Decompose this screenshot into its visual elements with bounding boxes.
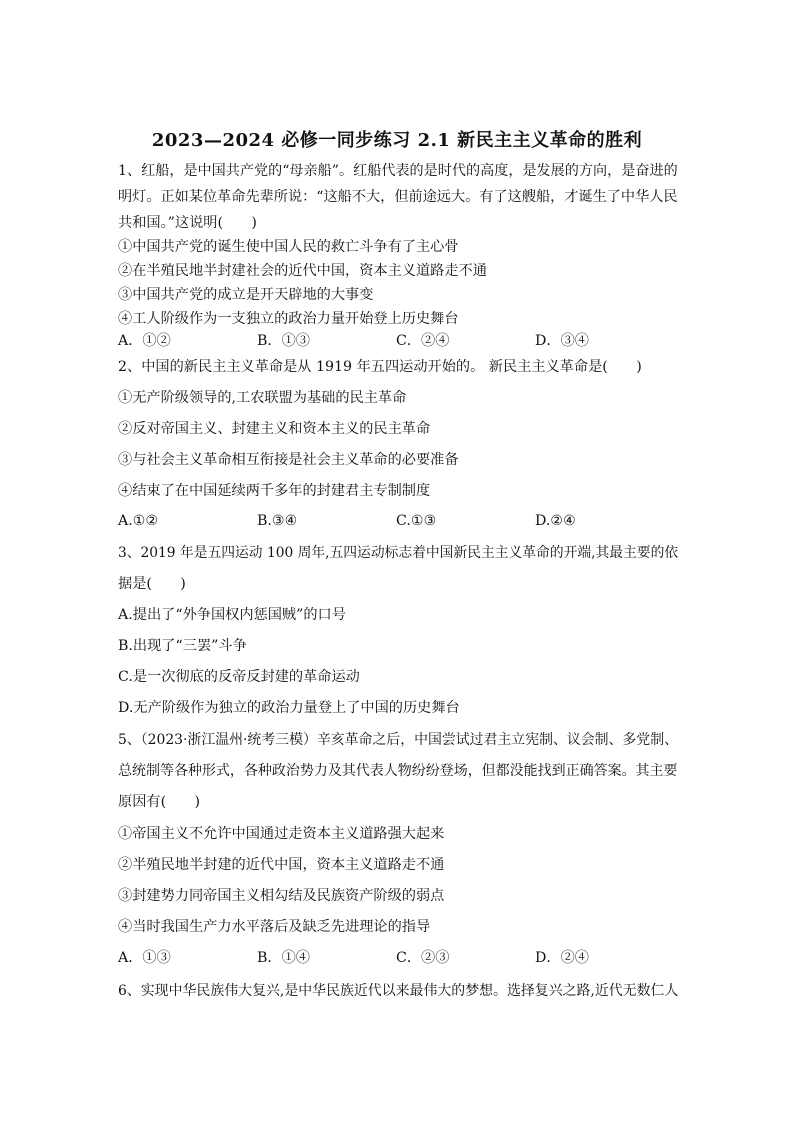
q6-stem-line: 6、实现中华民族伟大复兴,是中华民族近代以来最伟大的梦想。选择复兴之路,近代无数仁人 xyxy=(118,983,679,999)
q5-stem-line: 5、（2023·浙江温州·统考三模）辛亥革命之后，中国尝试过君主立宪制、议会制、多党制、 xyxy=(118,732,678,748)
q3-choice-a: A.提出了“外争国权内惩国贼”的口号 xyxy=(118,607,346,623)
q1-stem-line: 共和国。”这说明( ) xyxy=(118,215,257,231)
q3-stem-line: 据是( ) xyxy=(118,576,186,592)
q5-option-b: B．①④ xyxy=(257,950,310,966)
q1-statement: ①中国共产党的诞生使中国人民的救亡斗争有了主心骨 xyxy=(118,239,459,255)
q5-stem-line: 总统制等各种形式，各种政治势力及其代表人物纷纷登场，但都没能找到正确答案。其主要 xyxy=(118,763,678,779)
q1-statement: ②在半殖民地半封建社会的近代中国，资本主义道路走不通 xyxy=(118,263,487,279)
q3-choice-b: B.出现了“三罢”斗争 xyxy=(118,638,247,654)
q1-option-b: B．①③ xyxy=(257,333,310,349)
q1-option-d: D．③④ xyxy=(535,333,589,349)
q5-options xyxy=(118,948,678,968)
q3-choice-c: C.是一次彻底的反帝反封建的革命运动 xyxy=(118,669,360,685)
q2-option-d: D.②④ xyxy=(535,513,576,529)
q1-statement: ④工人阶级作为一支独立的政治力量开始登上历史舞台 xyxy=(118,311,459,327)
q5-statement: ①帝国主义不允许中国通过走资本主义道路强大起来 xyxy=(118,826,445,842)
q5-statement: ④当时我国生产力水平落后及缺乏先进理论的指导 xyxy=(118,919,431,935)
q5-option-d: D．②④ xyxy=(535,950,589,966)
q2-option-b: B.③④ xyxy=(257,513,298,529)
q2-option-c: C.①③ xyxy=(396,513,437,529)
q3-stem-line: 3、2019 年是五四运动 100 周年,五四运动标志着中国新民主主义革命的开端,其最主要的依 xyxy=(118,545,679,561)
q1-option-c: C．②④ xyxy=(396,333,450,349)
q2-statement: ④结束了在中国延续两千多年的封建君主专制制度 xyxy=(118,483,431,499)
q2-options xyxy=(118,511,678,531)
q5-option-c: C．②③ xyxy=(396,950,450,966)
q5-statement: ②半殖民地半封建的近代中国，资本主义道路走不通 xyxy=(118,857,445,873)
q1-options xyxy=(118,331,678,351)
q1-stem-line: 明灯。正如某位革命先辈所说：“这船不大，但前途远大。有了这艘船，才诞生了中华人民 xyxy=(118,189,678,205)
q1-statement: ③中国共产党的成立是开天辟地的大事变 xyxy=(118,287,374,303)
q2-option-a: A.①② xyxy=(118,513,159,529)
q1-stem-line: 1、红船，是中国共产党的“母亲船”。红船代表的是时代的高度，是发展的方向，是奋进的 xyxy=(118,163,678,179)
q2-statement: ②反对帝国主义、封建主义和资本主义的民主革命 xyxy=(118,421,431,437)
q3-choice-d: D.无产阶级作为独立的政治力量登上了中国的历史舞台 xyxy=(118,700,460,716)
page-title: 2023—2024 必修一同步练习 2.1 新民主主义革命的胜利 xyxy=(151,130,643,151)
q5-statement: ③封建势力同帝国主义相勾结及民族资产阶级的弱点 xyxy=(118,888,445,904)
q1-option-a: A．①② xyxy=(118,333,171,349)
q2-stem-line: 2、中国的新民主主义革命是从 1919 年五四运动开始的。 新民主主义革命是( ) xyxy=(118,359,642,375)
q5-stem-line: 原因有( ) xyxy=(118,794,201,810)
q2-statement: ①无产阶级领导的,工农联盟为基础的民主革命 xyxy=(118,390,407,406)
q2-statement: ③与社会主义革命相互衔接是社会主义革命的必要准备 xyxy=(118,452,459,468)
q5-option-a: A．①③ xyxy=(118,950,171,966)
